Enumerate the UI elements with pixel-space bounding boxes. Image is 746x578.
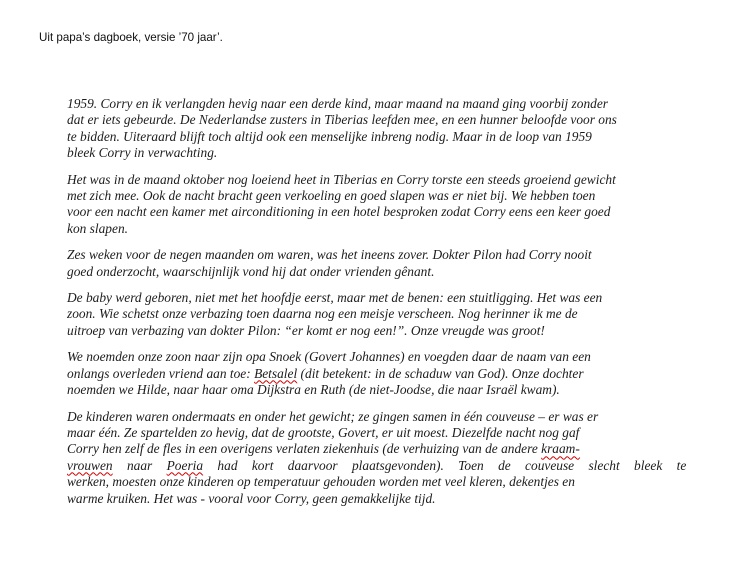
spellcheck-flagged-word: vrouwen [67, 457, 113, 473]
text-line: uitroep van verbazing van dokter Pilon: “er komt er nog een!”. Onze vreugde was groot! [67, 322, 545, 338]
text-segment: onlangs overleden vriend aan toe: [67, 365, 255, 381]
text-line: maar één. Ze spartelden zo hevig, dat de grootste, Govert, er uit moest. Diezelfde nacht nog gaf [67, 424, 580, 440]
paragraph-6 [67, 409, 697, 507]
text-line: dat er iets gebeurde. De Nederlandse zusters in Tiberias leefden mee, en een hunner beloofde voor ons [67, 112, 617, 128]
text-line: goed onderzocht, waarschijnlijk vond hij dat onder vrienden gênant. [67, 263, 435, 279]
text-line: kon slapen. [67, 220, 128, 236]
text-line: bleek Corry in verwachting. [67, 145, 218, 161]
text-line: voor een nacht een kamer met airconditioning in een hotel besproken zodat Corry eens een keer goed [67, 204, 611, 220]
page-title: Uit papa’s dagboek, versie ’70 jaar’. [39, 31, 223, 44]
text-line: Zes weken voor de negen maanden om waren, was het ineens zover. Dokter Pilon had Corry nooit [67, 247, 592, 263]
text-line: met zich mee. Ook de nacht bracht geen verkoeling en goed slapen was er niet bij. We hebben toen [67, 188, 596, 204]
text-line: Het was in de maand oktober nog loeiend heet in Tiberias en Corry torste een steeds groeiend gewicht [67, 171, 616, 187]
text-line: 1959. Corry en ik verlangden hevig naar een derde kind, maar maand na maand ging voorbij zonder [67, 96, 608, 111]
paragraph-5 [67, 349, 697, 398]
text-line: De baby werd geboren, niet met het hoofdje eerst, maar met de benen: een stuitligging. Het was een [67, 290, 603, 306]
text-segment: naar [112, 457, 167, 473]
paragraph-1 [67, 96, 697, 162]
text-line: werken, moesten onze kinderen op temperatuur gehouden worden met veel kleren, dekentjes en [67, 474, 575, 490]
text-line: noemden we Hilde, naar haar oma Dijkstra en Ruth (de niet-Joodse, die naar Israël kwam). [67, 382, 560, 398]
text-line: warme kruiken. Het was - vooral voor Corry, geen gemakkelijke tijd. [67, 490, 436, 506]
paragraph-4 [67, 290, 697, 339]
text-segment: (dit betekent: in de schaduw van God). Onze dochter [297, 365, 584, 381]
text-line: zoon. Wie schetst onze verbazing toen daarna nog een meisje verscheen. Nog herinner ik me de [67, 306, 578, 322]
spellcheck-flagged-word: Betsalel [254, 365, 298, 381]
spellcheck-flagged-word: Poeria [166, 457, 204, 473]
paragraph-2 [67, 172, 697, 238]
text-line [67, 366, 697, 382]
text-line: De kinderen waren ondermaats en onder het gewicht; ze gingen samen in één couveuse – er was er [67, 408, 599, 424]
text-segment: Corry hen zelf de fles in een overigens verlaten ziekenhuis (de verhuizing van de andere [67, 441, 542, 457]
paragraph-3 [67, 247, 697, 280]
text-segment: had kort daarvoor plaatsgevonden). Toen de couveuse slecht bleek te [203, 457, 687, 473]
diary-excerpt [67, 96, 697, 517]
spellcheck-flagged-word: kraam- [541, 441, 580, 457]
text-line [67, 441, 697, 457]
text-line [67, 458, 697, 474]
text-line: We noemden onze zoon naar zijn opa Snoek (Govert Johannes) en voegden daar de naam van een [67, 349, 591, 365]
text-line: te bidden. Uiteraard blijft toch altijd ook een menselijke inbreng nodig. Maar in de loop van 1959 [67, 128, 592, 144]
